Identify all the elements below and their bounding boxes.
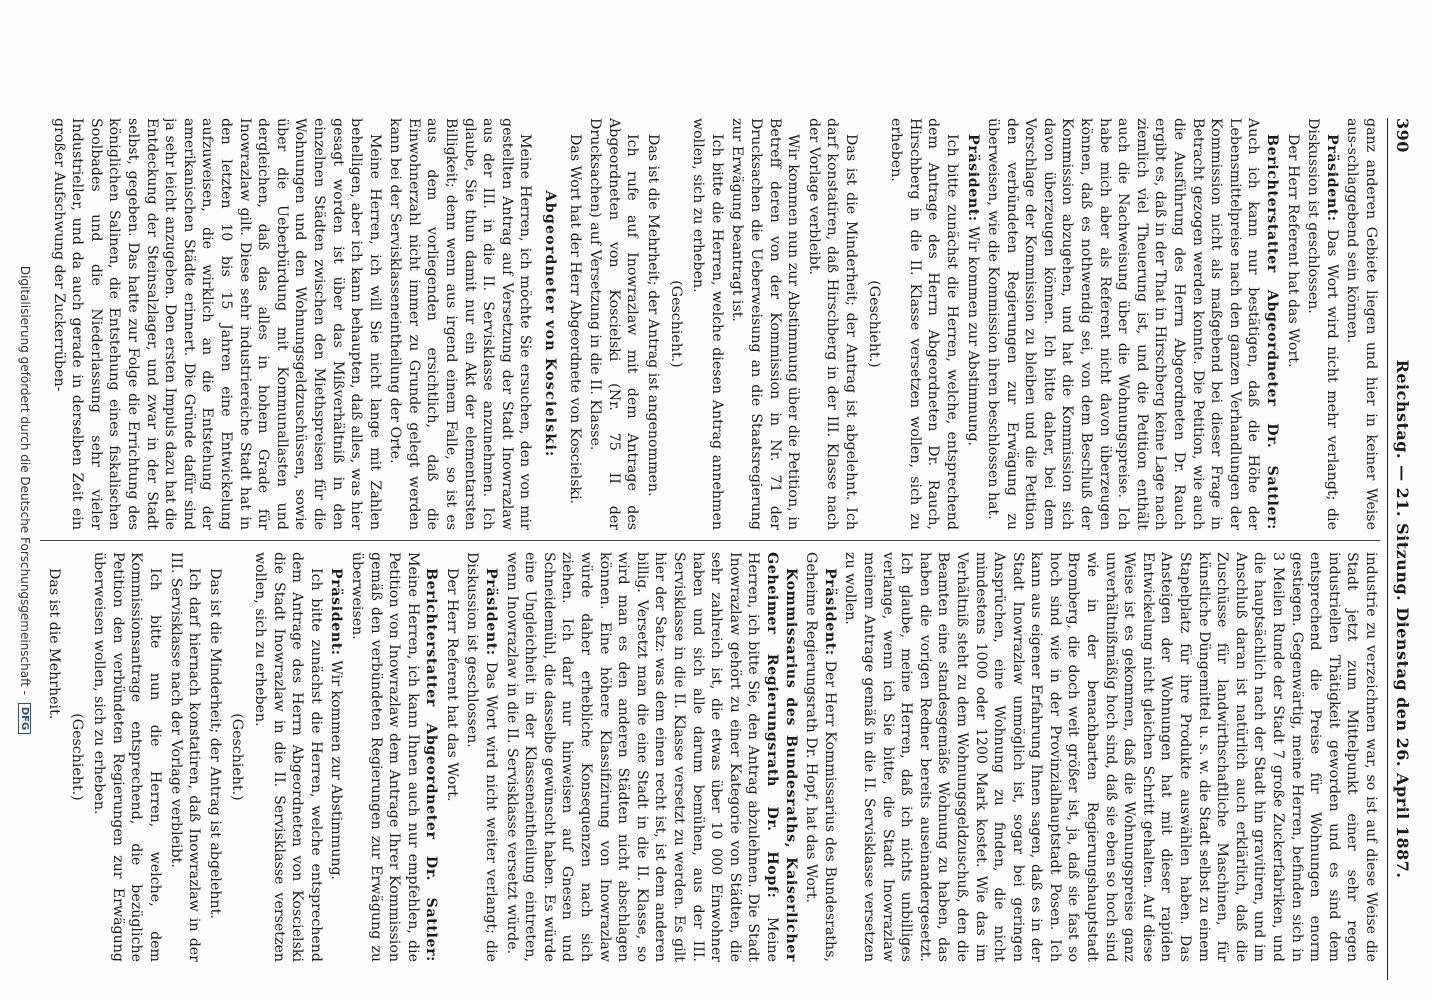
text-column-left — [40, 118, 1380, 530]
speech-paragraph — [963, 118, 982, 530]
speech-paragraph — [463, 552, 500, 962]
body-paragraph: Ich bitte die Herren, welche diesen Antrag annehmen wollen, sich zu erheben. — [690, 118, 725, 530]
speaker-name: Präsident: — [964, 134, 981, 222]
speech-paragraph — [347, 552, 440, 962]
body-paragraph: Das Wort hat der Herr Abgeordnete von Koscielski. — [566, 134, 583, 505]
body-paragraph: Das ist die Minderheit; der Antrag ist abgelehnt. Ich darf konstatiren, daß Hirschberg in der III. Klasse nach der Vorlage verbleibt. — [805, 118, 859, 530]
speaker-name: Präsident: — [328, 568, 345, 656]
stage-direction: (Geschieht.) — [667, 280, 684, 368]
speech-text: Der Herr Kommissarius des Bundesraths, Geheime Regierungsrath Dr. Hopf, hat das Wort. — [803, 552, 838, 962]
stage-direction: (Geschieht.) — [229, 713, 246, 801]
body-paragraph: Das ist die Mehrheit. — [46, 568, 63, 720]
page-number: 390 — [1393, 118, 1412, 153]
body-paragraph: ganz anderen Gebiete liegen und hier in keiner Weise aus-schlaggebend sein können. — [1344, 118, 1379, 530]
speaker-heading: Abgeordneter von Koscielski: — [542, 190, 559, 458]
body-paragraph: Der Herr Referent hat das Wort. — [1284, 134, 1301, 368]
digitization-footer — [18, 0, 32, 1000]
body-paragraph: Meine Herren, ich will Sie nicht lange mit Zahlen behelligen, aber ich kann behaupten, daß alles, was hier gesagt worden ist über das Mißverhältniß in den einzelnen Städten zwischen den Miethspreisen für die Wohnungen und den Wohnungsgeldzuschüssen, sowie über die Ueberbürdung mit Kommunallasten und dergleichen, daß das alles in hohem Grade für Inowrazlaw gilt. Diese sehr industriereiche Stadt hat in den letzten 10 bis 15 Jahren eine Entwickelung aufzuweisen, die wirklich an die Entstehung der amerikanischen Städte erinnert. Die Gründe dafür sind ja sehr leicht anzugeben. Den ersten Impuls dazu hat die Entdeckung der Steinsalzlager, und zwar in der Stadt selbst, gegeben. Das hatte zur Folge die Errichtung des königlichen Salinen, die Entstehung eines fiskalischen Soolbades und die Niederlassung sehr vieler Industrieller, und da auch gerade in derselben Zeit ein großer Aufschwung der Zuckerrüben- — [50, 118, 383, 530]
body-paragraph: Das ist die Minderheit; der Antrag ist abgelehnt. — [206, 568, 223, 919]
speaker-name: Präsident: — [821, 568, 838, 656]
speech-paragraph — [327, 552, 346, 962]
body-paragraph: Ich rufe auf Inowrazlaw mit dem Antrage des Abgeordneten von Koscielski (Nr. 75 II der Drucksachen) auf Versetzung in die II. Klasse. — [587, 118, 641, 530]
speech-paragraph — [802, 552, 839, 962]
speech-paragraph — [1304, 118, 1341, 530]
speaker-name: Präsident: — [483, 568, 500, 656]
speech-text: Das Wort wird nicht mehr verlangt; die Diskussion ist geschlossen. — [1305, 118, 1340, 530]
body-paragraph: Meine Herren, ich möchte Sie ersuchen, den von mir gestellten Antrag auf Versetzung der Stadt Inowrazlaw aus der III. in die II. Servisklasse anzunehmen. Ich glaube, Sie thun damit nur ein Akt der elementarsten Billigkeit; denn wenn aus irgend einem Falle, so ist es aus dem vorliegenden ersichtlich, daß die Einwohnerzahl nicht immer zu Grunde gelegt werden kann bei der Servisklasseneintheilung der Orte. — [387, 118, 534, 530]
dfg-logo: DFG — [18, 703, 31, 734]
speech-text: Auch ich kann nur bestätigen, daß die Höhe der Lebensmittelpreise nach den ganzen Verhandlungen der Kommission nicht als maßgebend bei dieser Frage in Betracht gezogen werden konnte. Die Petition, wie auch die Ausführung des Herrn Abgeordneten Dr. Rauch ergibt es, daß in der That in Hirschberg keine Lage nach ziemlich viel Theuerung ist, und die Petition enthält auch die Nachweisung über die Wohnungspreise. Ich habe mich aber als Referent nicht davon überzeugen können, daß es nothwendig sei, von dem Beschluß der Kommission abzugehen, und hat die Kommission sich davon überzeugen können. Ich bitte daher, bei dem Vorschlage der Kommission zu bleiben und die Petition den verbündeten Regierungen zur Erwägung zu überweisen, wie die Kommission ihren beschlossen hat. — [985, 118, 1262, 530]
body-paragraph: Das ist die Mehrheit; der Antrag ist angenommen. — [645, 134, 662, 497]
speech-text: Wir kommen zur Abstimmung. — [328, 660, 345, 881]
stage-direction: (Geschieht.) — [68, 713, 85, 801]
speaker-name: Berichterstatter Abgeordneter Dr. Sattler: — [423, 568, 440, 962]
footer-note-text: Digitalisierung gefördert durch die Deutsche Forschungsgemeinschaft - — [18, 265, 32, 695]
speech-paragraph — [502, 552, 800, 962]
page-header — [1387, 118, 1414, 980]
speaker-name: Berichterstatter Abgeordneter Dr. Sattler: — [1264, 134, 1281, 530]
speech-text: Meine Herren, ich kann Ihnen auch nur empfehlen, die Petition von Inowrazlaw dem Antrage Ihrer Kommission gemäß den verbündeten Regierungen zur Erwägung zu überweisen. — [348, 552, 421, 962]
speech-text: Meine Herren, ich bitte Sie, den Antrag abzulehnen. Die Stadt Inowrazlaw gehört zu einer Kategorie von Städten, die sehr zahlreich ist, die etwas über 10 000 Einwohner haben und sich alle darum bemühen, aus der III. Servisklasse in die II. Klasse versetzt zu werden. Es gilt hier der Satz: was dem einen recht ist, ist dem anderen billig. Versetzt man die eine Stadt in die II. Klasse, so wird man es den anderen Städten nicht abschlagen können. Eine höhere Klassifizirung von Inowrazlaw würde daher erhebliche Konsequenzen nach sich ziehen. Ich darf nur hinweisen auf Gnesen und Schneidemühl, die dasselbe gewünscht haben. Es würde eine Ungleichheit in der Klasseneintheilung eintreten, wenn Inowrazlaw in die II. Servisklasse versetzt würde. — [503, 552, 780, 962]
column-divider — [40, 540, 1380, 541]
body-paragraph: industrie zu verzeichnen war, so ist auf diese Weise die Stadt jetzt zum Mittelpunkt einer sehr regen industriellen Thätigkeit geworden und es sind dem entsprechend die Preise für Wohnungen enorm gestiegen. Gegenwärtig, meine Herren, befinden sich in 3 Meilen Runde der Stadt 7 große Zuckerfabriken, und die hauptsächlich nach der Stadt hin gravitiren, und im Anschluß daran ist natürlich auch erklärlich, daß die Zuschüsse für landwirthschaftliche Maschinen, für künstliche Düngemittel u. s. w. die Stadt selbst zu einem Stapelplatz für ihre Produkte auswählen haben. Das Ansteigen der Wohnungen hat mit dieser rapiden Entwickelung nicht gleichen Schritt gehalten. Auf diese Weise ist es gekommen, daß die Wohnungspreise ganz unverhältnißmäßig hoch sind, daß sie eben so hoch sind wie in der benachbarten Regierungshauptstadt Bromberg, die doch weit größer ist, ja, daß sie fast so hoch sind wie in der Provinzialhauptstadt Posen. Ich kann aus eigener Erfahrung Ihnen sagen, daß es in der Stadt Inowrazlaw unmöglich ist, sogar bei geringen Ansprüchen, eine Wohnung zu finden, die nicht mindestens 1000 oder 1200 Mark kostet. Wie das im Verhältniß steht zu dem Wohnungsgeldzuschuß, den die Beamten eine standesgemäße Wohnung zu haben, das haben die vorigen Redner bereits auseinandergesetzt. Ich glaube, meine Herren, daß ich nichts unbilliges verlange, wenn ich Sie bitte, die Stadt Inowrazlaw meinem Antrage gemäß in die II. Servisklasse versetzen zu wollen. — [842, 552, 1379, 962]
body-paragraph: Ich bitte zunächst die Herren, welche entsprechend dem Antrage des Herrn Abgeordneten von Koscielski die Stadt Inowrazlaw in die II. Servisklasse versetzen wollen, sich zu erheben. — [251, 552, 324, 962]
body-paragraph: Wir kommen nun zur Abstimmung über die Petition, in Betreff deren von der Kommission in Nr. 71 der Drucksachen die Ueberweisung an die Staatsregierung zur Erwägung beantragt ist. — [729, 118, 802, 530]
speech-text: Wir kommen zur Abstimmung. — [964, 226, 981, 447]
speech-paragraph — [984, 118, 1282, 530]
speech-text: Das Wort wird nicht weiter verlangt; die Diskussion ist geschlossen. — [464, 552, 500, 962]
speaker-name: Kommissarius des Bundesraths, Kaiserlicher Geheimer Regierungsrath Dr. Hopf: — [764, 552, 799, 962]
stage-direction: (Geschieht.) — [865, 280, 882, 368]
body-paragraph: Ich darf hiernach konstatiren, daß Inowrazlaw in der III. Servisklasse nach der Vorlage verbleibt. — [167, 552, 203, 962]
running-title: Reichstag. — 21. Sitzung. Dienstag den 26. April 1887. — [1393, 359, 1412, 879]
body-paragraph: Der Herr Referent hat das Wort. — [443, 568, 460, 802]
text-column-right — [40, 552, 1380, 962]
speaker-name: Präsident: — [1323, 134, 1340, 222]
body-paragraph: Ich bitte zunächst die Herren, welche, entsprechend dem Antrage des Herrn Abgeordneten Dr. Rauch, Hirschberg in die II. Klasse versetzen wollen, sich zu erheben. — [888, 118, 960, 530]
body-paragraph: Ich bitte nun die Herren, welche, dem Kommissionsantrage entsprechend, die bezügliche Petition den verbündeten Regierungen zur Erwägung überweisen wollen, sich zu erheben. — [91, 552, 163, 962]
